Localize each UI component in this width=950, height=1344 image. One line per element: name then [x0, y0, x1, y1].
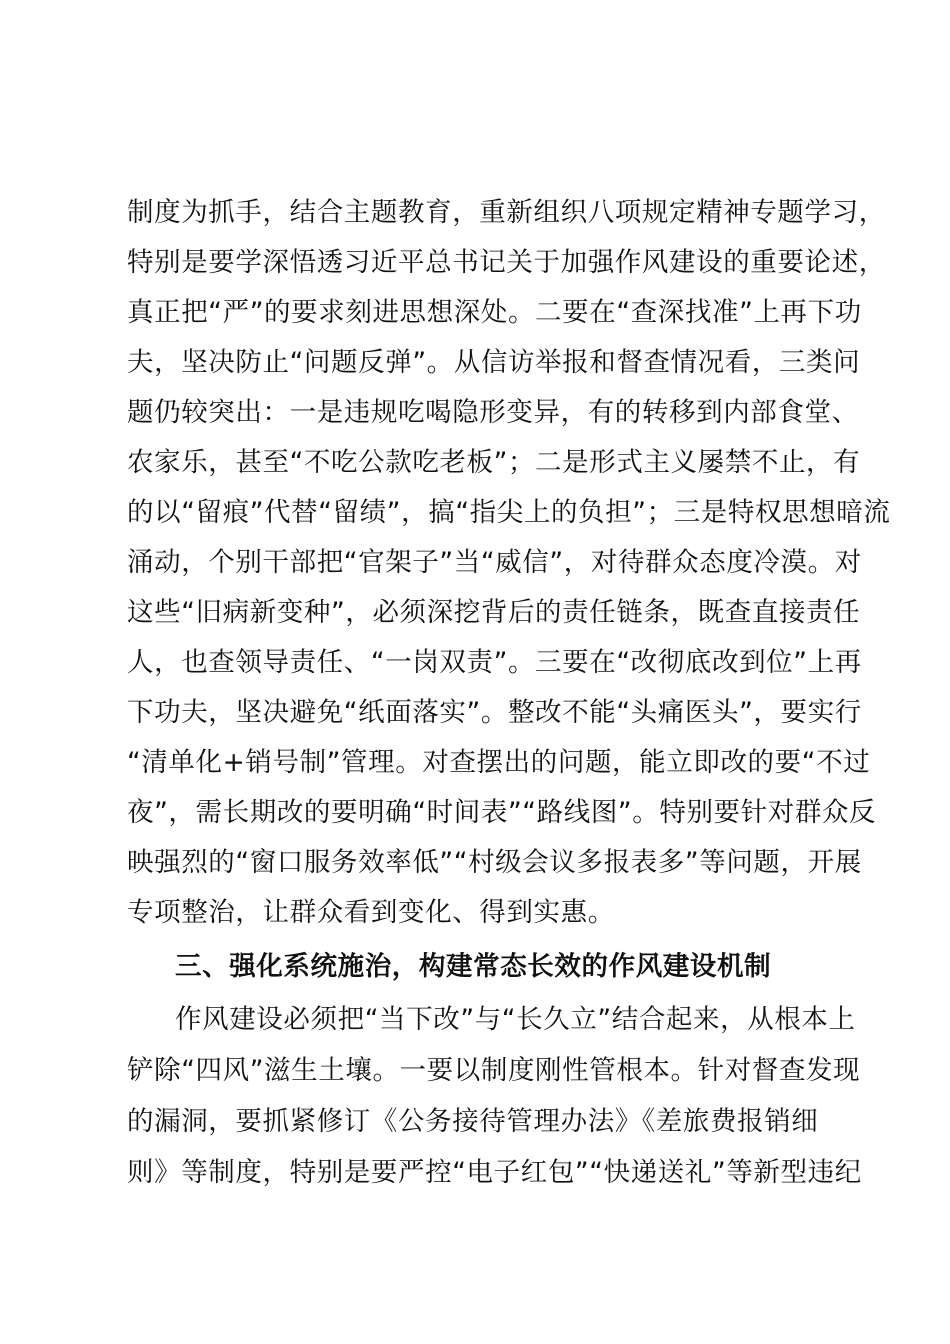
paragraph-line: “清单化+销号制”管理。对查摆出的问题，能立即改的要“不过 [127, 747, 871, 778]
paragraph-line: 制度为抓手，结合主题教育，重新组织八项规定精神专题学习， [127, 197, 886, 228]
paragraph-line: 铲除“四风”滋生土壤。一要以制度刚性管根本。针对督查发现 [127, 1055, 861, 1086]
paragraph-line: 夫，坚决防止“问题反弹”。从信访举报和督查情况看，三类问 [127, 347, 861, 378]
paragraph-line: 人，也查领导责任、“一岗双责”。三要在“改彻底改到位”上再 [127, 647, 862, 678]
paragraph-line: 涌动，个别干部把“官架子”当“威信”，对待群众态度冷漠。对 [127, 547, 862, 578]
paragraph-line: 特别是要学深悟透习近平总书记关于加强作风建设的重要论述， [127, 247, 886, 278]
paragraph-line: 的以“留痕”代替“留绩”，搞“指尖上的负担”；三是特权思想暗流 [127, 497, 891, 528]
paragraph-line: 农家乐，甚至“不吃公款吃老板”；二是形式主义屡禁不止，有 [127, 447, 861, 478]
paragraph-line: 夜”，需长期改的要明确“时间表”“路线图”。特别要针对群众反 [127, 797, 877, 828]
paragraph-line: 这些“旧病新变种”，必须深挖背后的责任链条，既查直接责任 [127, 597, 861, 628]
paragraph-line: 则》等制度，特别是要严控“电子红包”“快递送礼”等新型违纪 [127, 1157, 862, 1188]
paragraph-line: 的漏洞，要抓紧修订《公务接待管理办法》《差旅费报销细 [127, 1106, 819, 1137]
paragraph-line: 真正把“严”的要求刻进思想深处。二要在“查深找准”上再下功 [127, 297, 862, 328]
paragraph-line: 下功夫，坚决避免“纸面落实”。整改不能“头痛医头”，要实行 [127, 697, 862, 728]
paragraph-line: 作风建设必须把“当下改”与“长久立”结合起来，从根本上 [175, 1004, 856, 1035]
paragraph-line: 专项整治，让群众看到变化、得到实惠。 [127, 897, 615, 928]
paragraph-line: 映强烈的“窗口服务效率低”“村级会议多报表多”等问题，开展 [127, 847, 862, 878]
paragraph-line: 题仍较突出：一是违规吃喝隐形变异，有的转移到内部食堂、 [127, 397, 859, 428]
section-heading: 三、强化系统施治，构建常态长效的作风建设机制 [175, 951, 772, 982]
